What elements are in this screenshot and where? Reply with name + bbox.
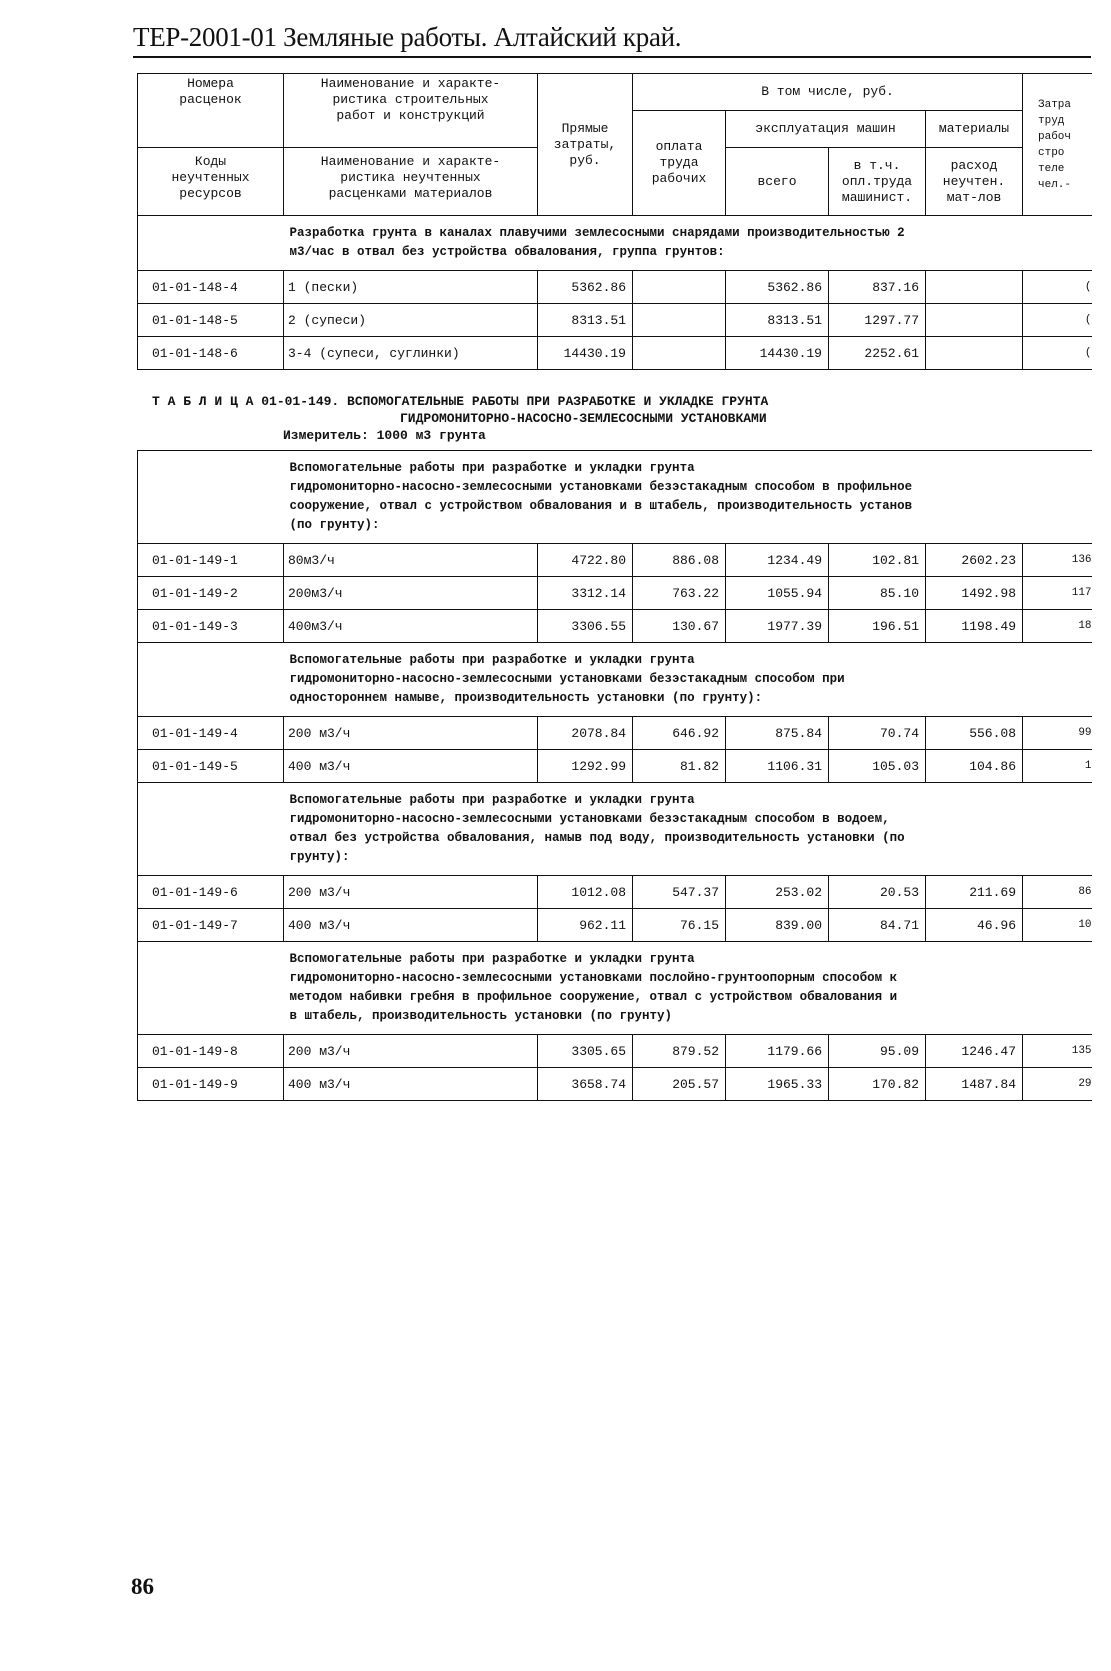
section-heading <box>284 643 1092 717</box>
labor-costs-truncated-value: ( <box>1023 271 1092 304</box>
direct-costs-value: 14430.19 <box>538 337 633 370</box>
header-material-consumption: расход неучтен. мат-лов <box>926 148 1023 216</box>
section-heading-line: Вспомогательные работы при разработке и укладки грунта <box>289 461 695 475</box>
header-machines-total: всего <box>726 148 829 216</box>
rates-table-149 <box>137 450 1092 1101</box>
operator-wages-value: 1297.77 <box>829 304 926 337</box>
labor-costs-truncated-value: 117 <box>1023 577 1092 610</box>
rate-name: 3-4 (супеси, суглинки) <box>284 337 538 370</box>
rate-name: 1 (пески) <box>284 271 538 304</box>
worker-wages-value: 81.82 <box>633 750 726 783</box>
section-heading-line: гидромониторно-насосно-землесосными установками послойно-грунтоопорным способом к <box>289 971 898 985</box>
direct-costs-value: 4722.80 <box>538 544 633 577</box>
section-blank-cell <box>138 783 284 876</box>
rate-name: 80м3/ч <box>284 544 538 577</box>
materials-value <box>926 271 1023 304</box>
table-149-unit: Измеритель: 1000 м3 грунта <box>283 428 486 443</box>
worker-wages-value: 879.52 <box>633 1035 726 1068</box>
materials-value: 556.08 <box>926 717 1023 750</box>
rate-name: 400м3/ч <box>284 610 538 643</box>
rate-name: 200 м3/ч <box>284 876 538 909</box>
direct-costs-value: 5362.86 <box>538 271 633 304</box>
labor-costs-truncated-value: 99 <box>1023 717 1092 750</box>
table-row <box>138 610 1092 643</box>
machines-total-value: 8313.51 <box>726 304 829 337</box>
table-row <box>138 577 1092 610</box>
direct-costs-value: 8313.51 <box>538 304 633 337</box>
running-head: ТЕР-2001-01 Земляные работы. Алтайский край. <box>133 22 682 52</box>
operator-wages-value: 170.82 <box>829 1068 926 1101</box>
direct-costs-value: 3312.14 <box>538 577 633 610</box>
table-row <box>138 1068 1092 1101</box>
rate-code: 01-01-149-4 <box>138 717 284 750</box>
section-heading-line: Вспомогательные работы при разработке и укладки грунта <box>289 793 695 807</box>
direct-costs-value: 1012.08 <box>538 876 633 909</box>
header-direct-costs: Прямые затраты, руб. <box>538 74 633 216</box>
materials-value: 2602.23 <box>926 544 1023 577</box>
labor-costs-truncated-value: 18 <box>1023 610 1092 643</box>
rate-code: 01-01-149-2 <box>138 577 284 610</box>
operator-wages-value: 2252.61 <box>829 337 926 370</box>
machines-total-value: 5362.86 <box>726 271 829 304</box>
operator-wages-value: 837.16 <box>829 271 926 304</box>
header-materials: материалы <box>926 111 1023 148</box>
direct-costs-value: 962.11 <box>538 909 633 942</box>
section-heading-line: м3/час в отвал без устройства обвалования, группа грунтов: <box>289 245 725 259</box>
materials-value: 211.69 <box>926 876 1023 909</box>
rate-name: 200 м3/ч <box>284 717 538 750</box>
header-operator-wages: в т.ч. опл.труда машинист. <box>829 148 926 216</box>
header-rate-numbers: Номера расценок <box>138 74 284 148</box>
section-blank-cell <box>138 216 284 271</box>
table-149-title <box>152 393 768 444</box>
labor-costs-truncated-value: 10 <box>1023 909 1092 942</box>
direct-costs-value: 3306.55 <box>538 610 633 643</box>
section-heading-line: методом набивки гребня в профильное сооружение, отвал с устройством обвалования и <box>289 990 898 1004</box>
section-heading-line: гидромониторно-насосно-землесосными установками безэстакадным способом в водоем, <box>289 812 890 826</box>
section-blank-cell <box>138 643 284 717</box>
worker-wages-value <box>633 271 726 304</box>
labor-costs-truncated-value: 1 <box>1023 750 1092 783</box>
table-row <box>138 876 1092 909</box>
table-row <box>138 337 1092 370</box>
rate-code: 01-01-149-5 <box>138 750 284 783</box>
header-unaccounted-codes: Коды неучтенных ресурсов <box>138 148 284 216</box>
operator-wages-value: 70.74 <box>829 717 926 750</box>
section-heading-line: в штабель, производительность установки (по грунту) <box>289 1009 673 1023</box>
rate-name: 400 м3/ч <box>284 909 538 942</box>
labor-costs-truncated-value: 29 <box>1023 1068 1092 1101</box>
section-heading-line: (по грунту): <box>289 518 380 532</box>
machines-total-value: 14430.19 <box>726 337 829 370</box>
section-heading-line: грунту): <box>289 850 350 864</box>
operator-wages-value: 196.51 <box>829 610 926 643</box>
section-heading-row <box>138 942 1092 1035</box>
machines-total-value: 253.02 <box>726 876 829 909</box>
rate-code: 01-01-148-6 <box>138 337 284 370</box>
section-heading-row <box>138 643 1092 717</box>
section-heading-line: отвал без устройства обвалования, намыв под воду, производительность установки (по <box>289 831 905 845</box>
materials-value: 104.86 <box>926 750 1023 783</box>
rate-code: 01-01-149-7 <box>138 909 284 942</box>
section-heading-line: Вспомогательные работы при разработке и укладки грунта <box>289 653 695 667</box>
header-including-group: В том числе, руб. <box>633 74 1023 111</box>
table-row <box>138 909 1092 942</box>
worker-wages-value <box>633 337 726 370</box>
operator-wages-value: 85.10 <box>829 577 926 610</box>
header-rule <box>133 56 1091 58</box>
section-heading-line: сооружение, отвал с устройством обвалования и в штабель, производительность установ <box>289 499 913 513</box>
section-blank-cell <box>138 451 284 544</box>
table-149-title-line2: ГИДРОМОНИТОРНО-НАСОСНО-ЗЕМЛЕСОСНЫМИ УСТАНОВКАМИ <box>400 411 767 426</box>
rate-code: 01-01-149-3 <box>138 610 284 643</box>
table-row <box>138 271 1092 304</box>
operator-wages-value: 84.71 <box>829 909 926 942</box>
rate-code: 01-01-149-9 <box>138 1068 284 1101</box>
rate-code: 01-01-149-8 <box>138 1035 284 1068</box>
header-unaccounted-materials: Наименование и характе- ристика неучтенных расценками материалов <box>284 148 538 216</box>
page-number: 86 <box>131 1574 154 1599</box>
direct-costs-value: 3305.65 <box>538 1035 633 1068</box>
materials-value <box>926 337 1023 370</box>
section-heading-row <box>138 451 1092 544</box>
machines-total-value: 1965.33 <box>726 1068 829 1101</box>
machines-total-value: 1055.94 <box>726 577 829 610</box>
header-machine-operation: эксплуатация машин <box>726 111 926 148</box>
labor-costs-truncated-value: 135 <box>1023 1035 1092 1068</box>
operator-wages-value: 102.81 <box>829 544 926 577</box>
section-heading <box>284 942 1092 1035</box>
rate-code: 01-01-148-5 <box>138 304 284 337</box>
operator-wages-value: 105.03 <box>829 750 926 783</box>
materials-value: 46.96 <box>926 909 1023 942</box>
machines-total-value: 1977.39 <box>726 610 829 643</box>
worker-wages-value: 76.15 <box>633 909 726 942</box>
section-heading <box>284 783 1092 876</box>
materials-value: 1487.84 <box>926 1068 1023 1101</box>
rate-name: 2 (супеси) <box>284 304 538 337</box>
direct-costs-value: 1292.99 <box>538 750 633 783</box>
header-labor-costs-truncated: Затра труд рабоч стро теле чел.- <box>1023 74 1092 216</box>
section-heading-row <box>138 216 1092 271</box>
worker-wages-value: 763.22 <box>633 577 726 610</box>
machines-total-value: 1179.66 <box>726 1035 829 1068</box>
section-heading-line: одностороннем намыве, производительность установки (по грунту): <box>289 691 763 705</box>
rates-table-148 <box>137 73 1092 370</box>
table-row <box>138 717 1092 750</box>
section-heading-row <box>138 783 1092 876</box>
materials-value: 1492.98 <box>926 577 1023 610</box>
labor-costs-truncated-value: 86 <box>1023 876 1092 909</box>
labor-costs-truncated-value: ( <box>1023 304 1092 337</box>
rate-code: 01-01-149-6 <box>138 876 284 909</box>
table-row <box>138 750 1092 783</box>
machines-total-value: 839.00 <box>726 909 829 942</box>
section-heading <box>284 216 1092 271</box>
section-heading-line: гидромониторно-насосно-землесосными установками безэстакадным способом в профильное <box>289 480 913 494</box>
header-worker-wages: оплата труда рабочих <box>633 111 726 216</box>
section-heading-line: Разработка грунта в каналах плавучими землесосными снарядами производительностью 2 <box>289 226 905 240</box>
labor-costs-truncated-value: 136 <box>1023 544 1092 577</box>
machines-total-value: 1234.49 <box>726 544 829 577</box>
worker-wages-value <box>633 304 726 337</box>
section-heading-line: Вспомогательные работы при разработке и укладки грунта <box>289 952 695 966</box>
table-row <box>138 304 1092 337</box>
rate-name: 200м3/ч <box>284 577 538 610</box>
materials-value <box>926 304 1023 337</box>
worker-wages-value: 205.57 <box>633 1068 726 1101</box>
table-row <box>138 1035 1092 1068</box>
direct-costs-value: 3658.74 <box>538 1068 633 1101</box>
direct-costs-value: 2078.84 <box>538 717 633 750</box>
worker-wages-value: 646.92 <box>633 717 726 750</box>
section-heading-line: гидромониторно-насосно-землесосными установками безэстакадным способом при <box>289 672 845 686</box>
table-149-title-line1: Т А Б Л И Ц А 01-01-149. ВСПОМОГАТЕЛЬНЫЕ РАБОТЫ ПРИ РАЗРАБОТКЕ И УКЛАДКЕ ГРУНТА <box>152 394 769 409</box>
table-row <box>138 544 1092 577</box>
worker-wages-value: 547.37 <box>633 876 726 909</box>
labor-costs-truncated-value: ( <box>1023 337 1092 370</box>
rate-name: 400 м3/ч <box>284 750 538 783</box>
machines-total-value: 875.84 <box>726 717 829 750</box>
materials-value: 1198.49 <box>926 610 1023 643</box>
header-work-name: Наименование и характе- ристика строительных работ и конструкций <box>284 74 538 148</box>
worker-wages-value: 886.08 <box>633 544 726 577</box>
materials-value: 1246.47 <box>926 1035 1023 1068</box>
rate-name: 400 м3/ч <box>284 1068 538 1101</box>
worker-wages-value: 130.67 <box>633 610 726 643</box>
rate-code: 01-01-148-4 <box>138 271 284 304</box>
operator-wages-value: 20.53 <box>829 876 926 909</box>
rate-name: 200 м3/ч <box>284 1035 538 1068</box>
machines-total-value: 1106.31 <box>726 750 829 783</box>
rate-code: 01-01-149-1 <box>138 544 284 577</box>
section-heading <box>284 451 1092 544</box>
section-blank-cell <box>138 942 284 1035</box>
operator-wages-value: 95.09 <box>829 1035 926 1068</box>
